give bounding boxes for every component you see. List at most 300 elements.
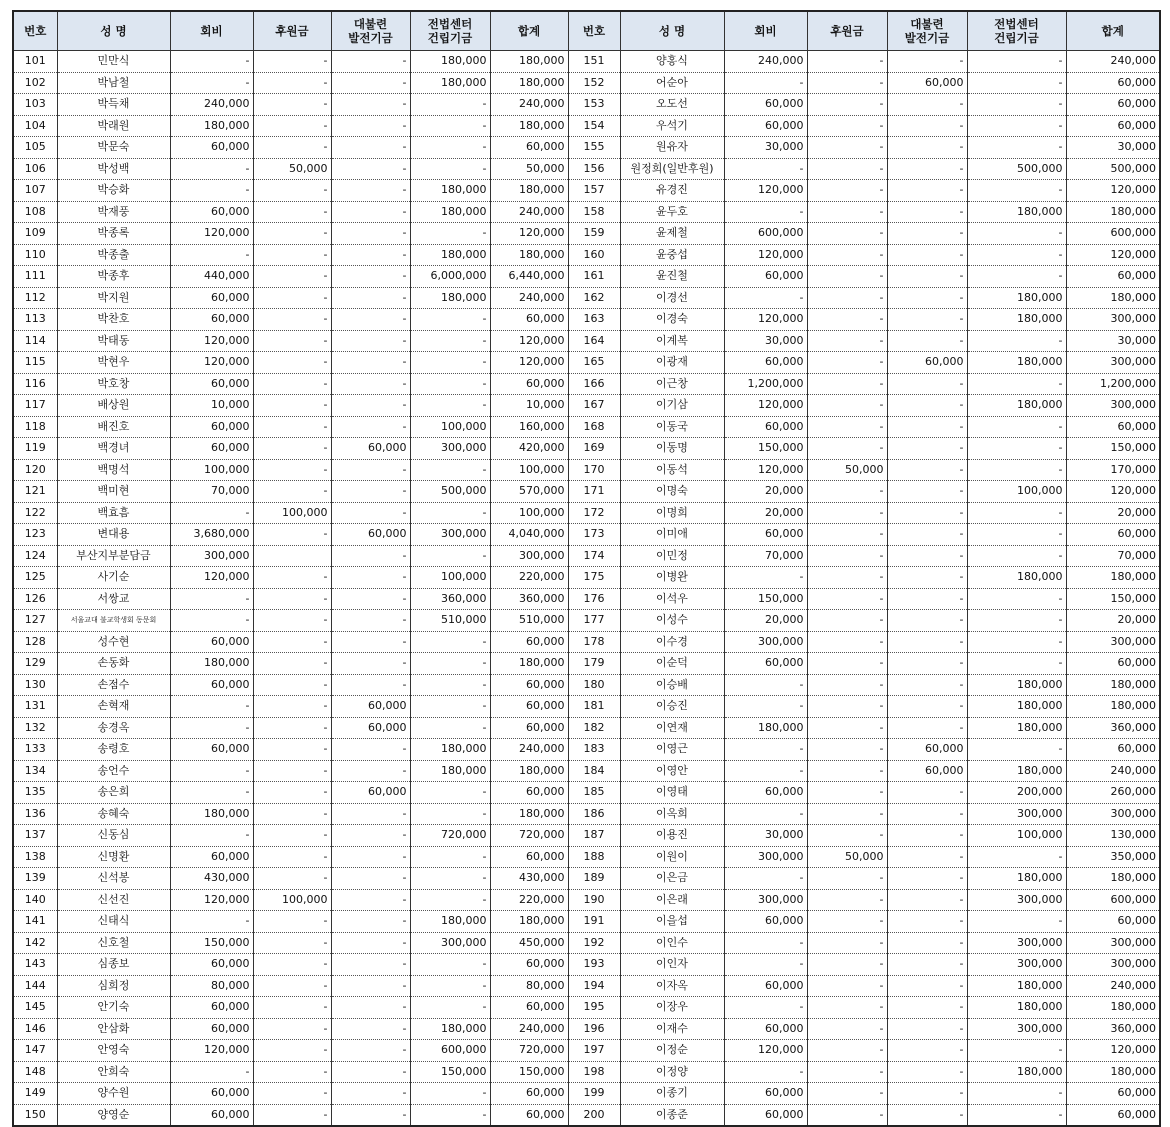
num-cell-2: 175 — [568, 567, 620, 589]
num-cell: 139 — [13, 868, 57, 890]
total-cell: 180,000 — [490, 803, 568, 825]
fee-cell-2: 150,000 — [724, 588, 807, 610]
donation-cell-2: - — [807, 266, 887, 288]
donation-cell: - — [253, 1040, 331, 1062]
donation-cell-2: - — [807, 309, 887, 331]
table-row — [13, 416, 1160, 438]
table-body — [13, 51, 1160, 1127]
num-cell: 106 — [13, 158, 57, 180]
table-row — [13, 373, 1160, 395]
fund-a-cell: - — [331, 137, 410, 159]
fund-b-cell-2: 180,000 — [967, 352, 1066, 374]
donation-cell: - — [253, 975, 331, 997]
fund-a-cell: - — [331, 954, 410, 976]
name-cell: 배상원 — [57, 395, 170, 417]
name-cell-2: 이계복 — [620, 330, 724, 352]
fee-cell-2: 60,000 — [724, 975, 807, 997]
donation-cell: - — [253, 115, 331, 137]
total-cell-2: 60,000 — [1066, 739, 1160, 761]
fee-cell: 60,000 — [170, 309, 253, 331]
num-cell: 129 — [13, 653, 57, 675]
total-cell-2: 300,000 — [1066, 309, 1160, 331]
num-cell-2: 176 — [568, 588, 620, 610]
name-cell-2: 이경선 — [620, 287, 724, 309]
name-cell: 박현우 — [57, 352, 170, 374]
total-cell: 240,000 — [490, 287, 568, 309]
fund-b-cell-2: - — [967, 631, 1066, 653]
total-cell: 180,000 — [490, 180, 568, 202]
name-cell-2: 이기삼 — [620, 395, 724, 417]
table-row — [13, 137, 1160, 159]
num-cell: 119 — [13, 438, 57, 460]
total-cell: 450,000 — [490, 932, 568, 954]
fund-b-cell-2: 180,000 — [967, 868, 1066, 890]
num-cell-2: 152 — [568, 72, 620, 94]
fund-b-cell: - — [410, 674, 490, 696]
fund-a-cell: - — [331, 803, 410, 825]
total-cell-2: 600,000 — [1066, 889, 1160, 911]
fund-a-cell: - — [331, 115, 410, 137]
name-cell: 박남철 — [57, 72, 170, 94]
donation-cell-2: - — [807, 1083, 887, 1105]
donation-cell-2: - — [807, 438, 887, 460]
name-cell: 박성백 — [57, 158, 170, 180]
name-cell: 신명환 — [57, 846, 170, 868]
num-cell-2: 166 — [568, 373, 620, 395]
fund-a-cell: - — [331, 975, 410, 997]
fund-a-cell-2: - — [887, 1018, 967, 1040]
table-row — [13, 653, 1160, 675]
num-cell: 148 — [13, 1061, 57, 1083]
total-cell-2: 180,000 — [1066, 287, 1160, 309]
fund-b-cell-2: - — [967, 72, 1066, 94]
fund-b-cell-2: - — [967, 244, 1066, 266]
donation-sheet — [12, 10, 1159, 1127]
fund-a-cell-2: - — [887, 266, 967, 288]
fee-cell: 3,680,000 — [170, 524, 253, 546]
total-cell: 220,000 — [490, 567, 568, 589]
fund-b-cell: 150,000 — [410, 1061, 490, 1083]
fund-a-cell: - — [331, 287, 410, 309]
fund-a-cell: - — [331, 588, 410, 610]
fee-cell-2: 60,000 — [724, 94, 807, 116]
fund-b-cell: 180,000 — [410, 201, 490, 223]
donation-cell-2: - — [807, 1040, 887, 1062]
fund-b-cell-2: - — [967, 51, 1066, 73]
fund-b-cell-2: 180,000 — [967, 201, 1066, 223]
table-row — [13, 1104, 1160, 1126]
donation-cell: - — [253, 373, 331, 395]
num-cell: 118 — [13, 416, 57, 438]
fund-b-cell-2: - — [967, 115, 1066, 137]
fee-cell-2: - — [724, 696, 807, 718]
num-cell-2: 161 — [568, 266, 620, 288]
fee-cell-2: 240,000 — [724, 51, 807, 73]
fee-cell: 60,000 — [170, 997, 253, 1019]
donation-cell-2: - — [807, 330, 887, 352]
donation-cell-2: - — [807, 545, 887, 567]
total-cell-2: 70,000 — [1066, 545, 1160, 567]
table-row — [13, 610, 1160, 632]
fee-cell-2: 70,000 — [724, 545, 807, 567]
fee-cell: - — [170, 1061, 253, 1083]
table-row — [13, 481, 1160, 503]
fee-cell: - — [170, 696, 253, 718]
num-cell: 149 — [13, 1083, 57, 1105]
fund-b-cell: - — [410, 782, 490, 804]
num-cell: 127 — [13, 610, 57, 632]
fee-cell-2: 300,000 — [724, 889, 807, 911]
num-cell: 123 — [13, 524, 57, 546]
num-cell: 107 — [13, 180, 57, 202]
total-cell: 60,000 — [490, 782, 568, 804]
fee-cell-2: 300,000 — [724, 631, 807, 653]
fund-b-cell-2: - — [967, 438, 1066, 460]
name-cell-2: 이석우 — [620, 588, 724, 610]
fee-cell: - — [170, 72, 253, 94]
table-row — [13, 115, 1160, 137]
num-cell: 147 — [13, 1040, 57, 1062]
total-cell: 300,000 — [490, 545, 568, 567]
fund-a-cell-2: - — [887, 137, 967, 159]
donation-cell-2: - — [807, 201, 887, 223]
num-cell-2: 190 — [568, 889, 620, 911]
name-cell-2: 이동명 — [620, 438, 724, 460]
fund-a-cell: - — [331, 567, 410, 589]
fund-b-cell: 180,000 — [410, 739, 490, 761]
fee-cell-2: 300,000 — [724, 846, 807, 868]
fund-b-cell-2: 200,000 — [967, 782, 1066, 804]
fund-a-cell: - — [331, 1104, 410, 1126]
fee-cell: - — [170, 610, 253, 632]
fund-b-cell: - — [410, 954, 490, 976]
table-row — [13, 201, 1160, 223]
donation-cell: - — [253, 631, 331, 653]
num-cell-2: 167 — [568, 395, 620, 417]
fund-b-cell: - — [410, 223, 490, 245]
name-cell: 박지원 — [57, 287, 170, 309]
name-cell-2: 이승배 — [620, 674, 724, 696]
donation-cell-2: - — [807, 115, 887, 137]
fund-a-cell-2: 60,000 — [887, 760, 967, 782]
total-cell: 180,000 — [490, 244, 568, 266]
fee-cell: 180,000 — [170, 803, 253, 825]
num-cell-2: 159 — [568, 223, 620, 245]
total-cell: 160,000 — [490, 416, 568, 438]
name-cell-2: 원유자 — [620, 137, 724, 159]
fee-cell-2: - — [724, 567, 807, 589]
num-cell-2: 153 — [568, 94, 620, 116]
name-cell: 백경녀 — [57, 438, 170, 460]
table-row — [13, 868, 1160, 890]
fee-cell-2: - — [724, 954, 807, 976]
donation-cell: - — [253, 696, 331, 718]
num-cell-2: 181 — [568, 696, 620, 718]
fund-a-cell-2: 60,000 — [887, 352, 967, 374]
donation-cell: - — [253, 1083, 331, 1105]
num-cell: 125 — [13, 567, 57, 589]
fee-cell-2: - — [724, 72, 807, 94]
fund-a-cell-2: - — [887, 244, 967, 266]
fund-a-cell: - — [331, 825, 410, 847]
total-cell: 180,000 — [490, 760, 568, 782]
name-cell: 양수원 — [57, 1083, 170, 1105]
fund-a-cell: 60,000 — [331, 782, 410, 804]
total-cell-2: 20,000 — [1066, 610, 1160, 632]
fee-cell: 60,000 — [170, 1104, 253, 1126]
donation-cell-2: - — [807, 760, 887, 782]
total-cell: 180,000 — [490, 51, 568, 73]
fund-b-cell-2: 180,000 — [967, 395, 1066, 417]
name-cell-2: 이광재 — [620, 352, 724, 374]
table-row — [13, 352, 1160, 374]
fund-a-cell-2: - — [887, 481, 967, 503]
total-cell-2: 60,000 — [1066, 94, 1160, 116]
donation-cell: - — [253, 1104, 331, 1126]
total-cell-2: 180,000 — [1066, 696, 1160, 718]
header-fund-b-line2: 건립기금 — [427, 31, 473, 45]
donation-cell-2: - — [807, 1104, 887, 1126]
fund-a-cell: - — [331, 653, 410, 675]
name-cell-2: 이순덕 — [620, 653, 724, 675]
fund-b-cell-2: - — [967, 94, 1066, 116]
fund-b-cell-2: - — [967, 1104, 1066, 1126]
name-cell-2: 이옥희 — [620, 803, 724, 825]
fee-cell: 180,000 — [170, 653, 253, 675]
fee-cell: 70,000 — [170, 481, 253, 503]
name-cell-2: 윤진철 — [620, 266, 724, 288]
fund-a-cell: - — [331, 674, 410, 696]
name-cell-2: 이명숙 — [620, 481, 724, 503]
donation-cell-2: - — [807, 717, 887, 739]
num-cell-2: 187 — [568, 825, 620, 847]
num-cell-2: 178 — [568, 631, 620, 653]
fund-b-cell: 300,000 — [410, 524, 490, 546]
name-cell: 박찬호 — [57, 309, 170, 331]
fund-a-cell-2: - — [887, 954, 967, 976]
num-cell: 104 — [13, 115, 57, 137]
table-row — [13, 158, 1160, 180]
donation-cell: - — [253, 72, 331, 94]
donation-cell: 50,000 — [253, 158, 331, 180]
fee-cell: 60,000 — [170, 954, 253, 976]
total-cell-2: 60,000 — [1066, 266, 1160, 288]
donation-cell-2: - — [807, 1061, 887, 1083]
num-cell-2: 155 — [568, 137, 620, 159]
fund-a-cell-2: 60,000 — [887, 739, 967, 761]
name-cell: 서쌍교 — [57, 588, 170, 610]
fund-a-cell: 60,000 — [331, 524, 410, 546]
fund-a-cell-2: - — [887, 1061, 967, 1083]
name-cell: 신호철 — [57, 932, 170, 954]
fund-a-cell: - — [331, 180, 410, 202]
num-cell: 136 — [13, 803, 57, 825]
num-cell: 128 — [13, 631, 57, 653]
fund-b-cell: - — [410, 696, 490, 718]
donation-cell: - — [253, 717, 331, 739]
fund-b-cell: - — [410, 846, 490, 868]
fund-b-cell-2: 300,000 — [967, 803, 1066, 825]
fund-a-cell: - — [331, 481, 410, 503]
header-fund-b-2-line2: 건립기금 — [994, 31, 1039, 45]
name-cell: 사기순 — [57, 567, 170, 589]
name-cell: 신석봉 — [57, 868, 170, 890]
fund-a-cell-2: - — [887, 567, 967, 589]
fee-cell-2: - — [724, 739, 807, 761]
num-cell: 121 — [13, 481, 57, 503]
fund-a-cell-2: - — [887, 545, 967, 567]
table-row — [13, 588, 1160, 610]
total-cell-2: 300,000 — [1066, 932, 1160, 954]
donation-cell: - — [253, 782, 331, 804]
name-cell: 서울교대 불교학생회 동문회 — [57, 610, 170, 632]
fee-cell-2: 60,000 — [724, 115, 807, 137]
num-cell: 111 — [13, 266, 57, 288]
num-cell: 132 — [13, 717, 57, 739]
fee-cell-2: 60,000 — [724, 266, 807, 288]
num-cell-2: 172 — [568, 502, 620, 524]
donation-cell-2: - — [807, 1018, 887, 1040]
total-cell-2: 180,000 — [1066, 567, 1160, 589]
name-cell: 백미현 — [57, 481, 170, 503]
fee-cell: 120,000 — [170, 567, 253, 589]
fee-cell-2: 30,000 — [724, 137, 807, 159]
fund-a-cell-2: - — [887, 502, 967, 524]
donation-cell: - — [253, 223, 331, 245]
name-cell-2: 원정희(일반후원) — [620, 158, 724, 180]
fund-a-cell-2: - — [887, 1104, 967, 1126]
fund-b-cell: - — [410, 502, 490, 524]
num-cell-2: 151 — [568, 51, 620, 73]
donation-cell: - — [253, 287, 331, 309]
donation-cell-2: - — [807, 975, 887, 997]
donation-cell-2: - — [807, 352, 887, 374]
fund-a-cell-2: - — [887, 696, 967, 718]
num-cell: 143 — [13, 954, 57, 976]
total-cell: 120,000 — [490, 352, 568, 374]
donation-cell-2: - — [807, 481, 887, 503]
fee-cell-2: 60,000 — [724, 1083, 807, 1105]
num-cell-2: 198 — [568, 1061, 620, 1083]
header-name-2: 성 명 — [620, 11, 724, 51]
fee-cell: - — [170, 760, 253, 782]
fee-cell-2: 20,000 — [724, 481, 807, 503]
donation-cell-2: 50,000 — [807, 846, 887, 868]
total-cell-2: 1,200,000 — [1066, 373, 1160, 395]
fund-b-cell-2: 180,000 — [967, 696, 1066, 718]
num-cell-2: 185 — [568, 782, 620, 804]
total-cell: 120,000 — [490, 223, 568, 245]
name-cell-2: 이미애 — [620, 524, 724, 546]
fund-a-cell: - — [331, 244, 410, 266]
name-cell: 박재풍 — [57, 201, 170, 223]
fee-cell: 10,000 — [170, 395, 253, 417]
name-cell: 박래원 — [57, 115, 170, 137]
table-row — [13, 1018, 1160, 1040]
name-cell: 안영숙 — [57, 1040, 170, 1062]
fee-cell-2: 20,000 — [724, 502, 807, 524]
fee-cell: 60,000 — [170, 137, 253, 159]
name-cell-2: 이인수 — [620, 932, 724, 954]
fund-a-cell-2: - — [887, 997, 967, 1019]
fee-cell: 80,000 — [170, 975, 253, 997]
num-cell-2: 156 — [568, 158, 620, 180]
donation-cell-2: - — [807, 373, 887, 395]
donation-cell: 100,000 — [253, 502, 331, 524]
num-cell-2: 165 — [568, 352, 620, 374]
donation-cell-2: - — [807, 653, 887, 675]
total-cell: 180,000 — [490, 72, 568, 94]
num-cell: 108 — [13, 201, 57, 223]
name-cell: 송령호 — [57, 739, 170, 761]
num-cell-2: 160 — [568, 244, 620, 266]
header-total: 합계 — [490, 11, 568, 51]
table-row — [13, 567, 1160, 589]
fund-a-cell-2: - — [887, 180, 967, 202]
fund-b-cell-2: - — [967, 266, 1066, 288]
donation-cell-2: - — [807, 395, 887, 417]
fund-a-cell: - — [331, 545, 410, 567]
total-cell-2: 600,000 — [1066, 223, 1160, 245]
num-cell-2: 188 — [568, 846, 620, 868]
fund-b-cell-2: 180,000 — [967, 674, 1066, 696]
fund-a-cell: - — [331, 889, 410, 911]
num-cell: 114 — [13, 330, 57, 352]
name-cell: 박종출 — [57, 244, 170, 266]
fund-b-cell: 600,000 — [410, 1040, 490, 1062]
num-cell: 130 — [13, 674, 57, 696]
num-cell-2: 196 — [568, 1018, 620, 1040]
fund-b-cell: 720,000 — [410, 825, 490, 847]
table-row — [13, 782, 1160, 804]
table-row — [13, 975, 1160, 997]
header-fund-b — [410, 11, 490, 51]
total-cell-2: 240,000 — [1066, 975, 1160, 997]
fund-b-cell: 180,000 — [410, 760, 490, 782]
donation-cell: - — [253, 653, 331, 675]
fund-b-cell-2: 300,000 — [967, 932, 1066, 954]
table-row — [13, 696, 1160, 718]
name-cell-2: 이영안 — [620, 760, 724, 782]
donation-cell: - — [253, 438, 331, 460]
fee-cell: - — [170, 825, 253, 847]
fund-a-cell-2: - — [887, 524, 967, 546]
fund-a-cell-2: - — [887, 158, 967, 180]
fund-a-cell: - — [331, 352, 410, 374]
donation-cell: - — [253, 932, 331, 954]
fund-a-cell: - — [331, 1061, 410, 1083]
fee-cell: 60,000 — [170, 1018, 253, 1040]
donation-cell-2: - — [807, 610, 887, 632]
donation-cell: - — [253, 352, 331, 374]
fund-a-cell-2: - — [887, 395, 967, 417]
name-cell-2: 이명희 — [620, 502, 724, 524]
name-cell-2: 이동석 — [620, 459, 724, 481]
num-cell-2: 158 — [568, 201, 620, 223]
fund-a-cell: - — [331, 51, 410, 73]
total-cell-2: 240,000 — [1066, 760, 1160, 782]
name-cell-2: 이정순 — [620, 1040, 724, 1062]
fund-a-cell: - — [331, 330, 410, 352]
donation-cell-2: - — [807, 416, 887, 438]
fee-cell-2: 20,000 — [724, 610, 807, 632]
donation-cell: - — [253, 610, 331, 632]
num-cell-2: 182 — [568, 717, 620, 739]
total-cell-2: 120,000 — [1066, 244, 1160, 266]
num-cell: 141 — [13, 911, 57, 933]
name-cell-2: 이승진 — [620, 696, 724, 718]
total-cell-2: 120,000 — [1066, 180, 1160, 202]
